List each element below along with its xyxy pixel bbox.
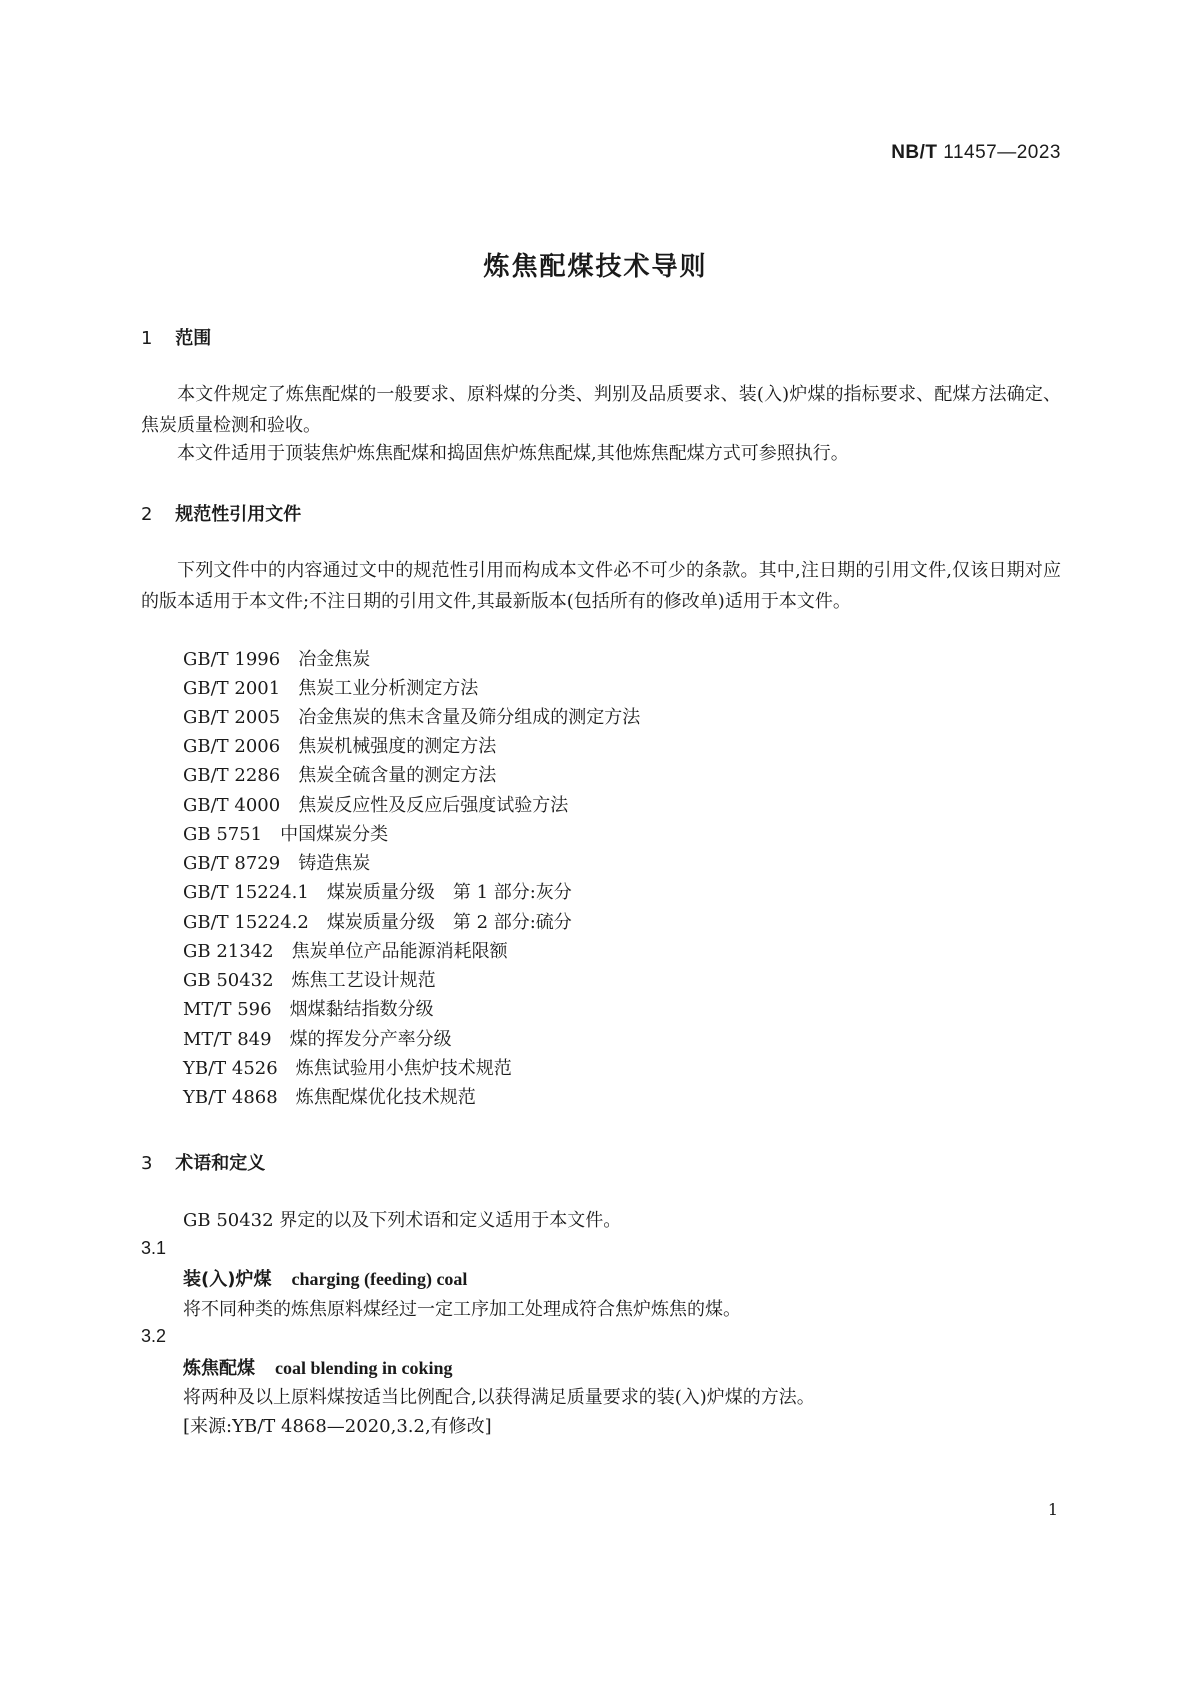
- scope-paragraph-1: [141, 379, 1061, 441]
- reference-title: 烟煤黏结指数分级: [289, 999, 434, 1020]
- reference-title: 煤炭质量分级 第 1 部分:灰分: [326, 882, 572, 903]
- reference-item: [183, 735, 496, 759]
- reference-title: 炼焦试验用小焦炉技术规范: [295, 1058, 512, 1079]
- reference-title: 焦炭工业分析测定方法: [298, 678, 479, 699]
- scope-text-1: 本文件规定了炼焦配煤的一般要求、原料煤的分类、判别及品质要求、装(入)炉煤的指标要求、配煤方法确定、焦炭质量检测和验收。: [141, 384, 1061, 436]
- reference-title: 中国煤炭分类: [280, 824, 389, 845]
- reference-title: 铸造焦炭: [298, 853, 371, 874]
- reference-code: GB/T 1996: [183, 649, 281, 670]
- section-2-heading: [141, 500, 301, 526]
- reference-title: 炼焦配煤优化技术规范: [295, 1087, 476, 1108]
- reference-item: [183, 852, 370, 876]
- reference-item: [183, 1086, 476, 1110]
- reference-code: GB 5751: [183, 824, 263, 845]
- reference-code: MT/T 596: [183, 999, 272, 1020]
- term-chinese: 炼焦配煤: [183, 1358, 255, 1379]
- section-1-heading: [141, 324, 211, 350]
- reference-code: GB/T 4000: [183, 795, 281, 816]
- term-english: coal blending in coking: [275, 1358, 453, 1378]
- document-title: 炼焦配煤技术导则: [483, 252, 708, 282]
- reference-title: 焦炭反应性及反应后强度试验方法: [298, 795, 569, 816]
- reference-item: [183, 969, 436, 993]
- reference-code: GB 21342: [183, 941, 274, 962]
- reference-code: GB/T 15224.1: [183, 882, 309, 903]
- term-definition: 将两种及以上原料煤按适当比例配合,以获得满足质量要求的装(入)炉煤的方法。: [183, 1387, 815, 1408]
- reference-item: [183, 794, 568, 818]
- reference-title: 焦炭全硫含量的测定方法: [298, 765, 497, 786]
- term-definition: 将不同种类的炼焦原料煤经过一定工序加工处理成符合焦炉炼焦的煤。: [183, 1299, 741, 1320]
- clause-number: 3.1: [141, 1238, 167, 1258]
- reference-title: 焦炭单位产品能源消耗限额: [291, 941, 508, 962]
- reference-code: GB 50432: [183, 970, 274, 991]
- reference-title: 煤的挥发分产率分级: [289, 1029, 452, 1050]
- term-english: charging (feeding) coal: [291, 1269, 468, 1289]
- standard-code: 11457—2023: [943, 142, 1061, 163]
- reference-item: [183, 764, 496, 788]
- term-chinese: 装(入)炉煤: [183, 1269, 272, 1290]
- reference-code: GB/T 2286: [183, 765, 281, 786]
- reference-item: [183, 998, 434, 1022]
- term-heading: [183, 1354, 453, 1380]
- reference-code: GB/T 2005: [183, 707, 281, 728]
- reference-item: [183, 648, 370, 672]
- scope-text-2: 本文件适用于顶装焦炉炼焦配煤和捣固焦炉炼焦配煤,其他炼焦配煤方式可参照执行。: [177, 443, 849, 464]
- section-title: 范围: [175, 328, 212, 349]
- reference-title: 炼焦工艺设计规范: [291, 970, 436, 991]
- reference-title: 煤炭质量分级 第 2 部分:硫分: [326, 912, 572, 933]
- standard-prefix: NB/T: [891, 142, 938, 163]
- reference-title: 冶金焦炭: [298, 649, 371, 670]
- reference-title: 焦炭机械强度的测定方法: [298, 736, 497, 757]
- section-number: 1: [141, 328, 153, 349]
- section-title: 术语和定义: [175, 1153, 266, 1174]
- section-title: 规范性引用文件: [175, 504, 302, 525]
- reference-code: GB/T 2006: [183, 736, 281, 757]
- references-intro: [141, 555, 1061, 617]
- reference-item: [183, 881, 572, 905]
- reference-item: [183, 911, 572, 935]
- scope-paragraph-2: [141, 438, 1061, 469]
- section-3-heading: [141, 1149, 265, 1175]
- reference-item: [183, 1057, 512, 1081]
- reference-item: [183, 940, 508, 964]
- terms-intro: GB 50432 界定的以及下列术语和定义适用于本文件。: [183, 1210, 622, 1231]
- reference-code: GB/T 15224.2: [183, 912, 309, 933]
- clause-number: 3.2: [141, 1326, 167, 1346]
- reference-code: YB/T 4526: [183, 1058, 278, 1079]
- term-heading: [183, 1265, 467, 1291]
- standard-number: [891, 142, 1061, 164]
- reference-item: [183, 677, 478, 701]
- reference-title: 冶金焦炭的焦末含量及筛分组成的测定方法: [298, 707, 641, 728]
- section-number: 3: [141, 1153, 153, 1174]
- references-intro-text: 下列文件中的内容通过文中的规范性引用而构成本文件必不可少的条款。其中,注日期的引用文件,仅该日期对应的版本适用于本文件;不注日期的引用文件,其最新版本(包括所有的修改单)适用于本文件。: [141, 560, 1061, 612]
- reference-code: GB/T 2001: [183, 678, 281, 699]
- reference-item: [183, 823, 388, 847]
- reference-code: GB/T 8729: [183, 853, 281, 874]
- section-number: 2: [141, 504, 153, 525]
- reference-code: MT/T 849: [183, 1029, 272, 1050]
- page-number: 1: [1047, 1500, 1058, 1519]
- reference-item: [183, 1028, 452, 1052]
- reference-item: [183, 706, 640, 730]
- reference-code: YB/T 4868: [183, 1087, 278, 1108]
- term-source: [来源:YB/T 4868—2020,3.2,有修改]: [183, 1416, 492, 1437]
